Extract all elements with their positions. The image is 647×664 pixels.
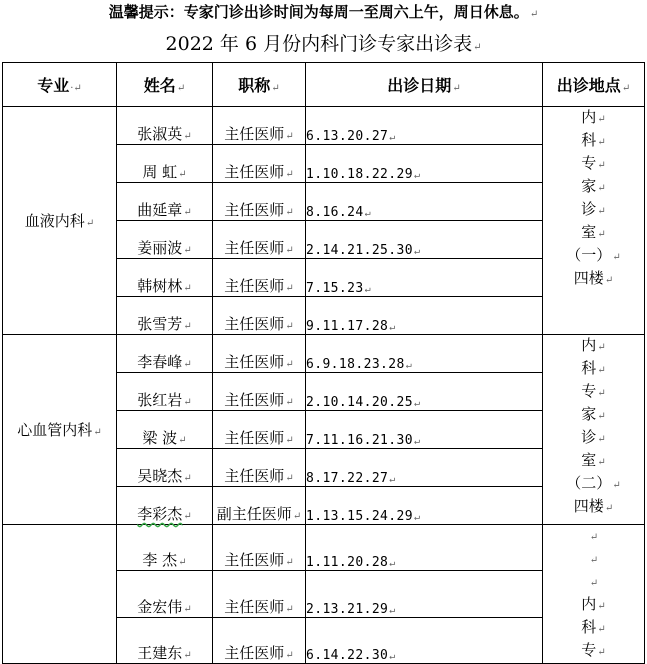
clinic-dates: 2.14.21.25.30↵: [306, 221, 543, 259]
clinic-dates-text: 1.11.20.28: [306, 555, 389, 571]
doctor-name-text: 梁 波: [142, 429, 178, 447]
doctor-name-text: 张淑英: [137, 125, 183, 143]
clinic-dates: 1.13.15.24.29↵: [306, 487, 543, 525]
clinic-dates-text: 1.10.18.22.29: [306, 167, 413, 182]
doctor-rank: 主任医师↵: [213, 335, 306, 373]
doctor-rank: 主任医师↵: [213, 525, 306, 571]
doctor-name-text: 张雪芳: [137, 315, 183, 333]
doctor-name: 李彩杰↵: [117, 487, 213, 525]
table-row: [3, 107, 645, 145]
clinic-dates-text: 2.10.14.20.25: [306, 395, 413, 410]
location-line: 诊↵: [581, 200, 606, 218]
clinic-dates-text: 2.13.21.29: [306, 601, 389, 617]
doctor-name: 李 杰↵: [117, 525, 213, 571]
doctor-rank: 主任医师↵: [213, 107, 306, 145]
doctor-name-text: 曲延章: [137, 201, 183, 219]
clinic-dates: 6.9.18.23.28↵: [306, 335, 543, 373]
doctor-name: 梁 波↵: [117, 411, 213, 449]
doctor-name: 王建东↵: [117, 617, 213, 663]
clinic-dates: 9.11.17.28↵: [306, 297, 543, 335]
header-row: [3, 63, 645, 107]
clinic-dates: 6.14.22.30↵: [306, 617, 543, 663]
location-line: 四楼↵: [573, 269, 614, 287]
clinic-dates: 8.16.24↵: [306, 183, 543, 221]
doctor-rank-text: 主任医师: [224, 551, 285, 570]
clinic-dates-text: 1.13.15.24.29: [306, 509, 413, 524]
doctor-rank: 主任医师↵: [213, 259, 306, 297]
clinic-dates-text: 6.14.22.30: [306, 648, 389, 663]
doctor-name: 张淑英↵: [117, 107, 213, 145]
clinic-dates: 2.10.14.20.25↵: [306, 373, 543, 411]
clinic-dates-text: 2.14.21.25.30: [306, 243, 413, 258]
clinic-dates-text: 7.15.23: [306, 281, 364, 296]
clinic-dates-text: 8.16.24: [306, 205, 364, 220]
location-cell: [543, 107, 645, 335]
doctor-rank: 主任医师↵: [213, 571, 306, 617]
location-line: 科↵: [581, 359, 606, 377]
doctor-rank: 副主任医师↵: [213, 487, 306, 525]
doctor-name: 曲延章↵: [117, 183, 213, 221]
specialty-cell-text: 心血管内科: [17, 421, 93, 439]
doctor-name-text: 张红岩: [137, 391, 183, 409]
table-row: [3, 335, 645, 373]
location-line: 四楼↵: [573, 497, 614, 515]
clinic-dates: 8.17.22.27↵: [306, 449, 543, 487]
doctor-rank-text: 主任医师: [224, 429, 285, 447]
clinic-dates: 1.10.18.22.29↵: [306, 145, 543, 183]
specialty-cell: 心血管内科↵: [3, 335, 117, 525]
clinic-dates-text: 9.11.17.28: [306, 319, 389, 334]
header-name: 姓名↵: [117, 63, 213, 107]
doctor-name-text: 吴晓杰: [137, 467, 183, 485]
clinic-dates: 7.11.16.21.30↵: [306, 411, 543, 449]
doctor-rank: 主任医师↵: [213, 297, 306, 335]
clinic-dates-text: 7.11.16.21.30: [306, 433, 413, 448]
doctor-name-text: 周 虹: [142, 163, 178, 181]
doctor-rank: 主任医师↵: [213, 449, 306, 487]
location-line: 内↵: [581, 108, 606, 126]
doctor-name: 李春峰↵: [117, 335, 213, 373]
location-line: 专↵: [581, 641, 606, 659]
doctor-rank-text: 主任医师: [224, 597, 285, 616]
doctor-name: 张红岩↵: [117, 373, 213, 411]
location-line: 家↵: [581, 177, 606, 195]
doctor-rank-text: 主任医师: [224, 391, 285, 409]
doctor-rank-text: 主任医师: [224, 644, 285, 662]
location-line: ↵: [589, 555, 599, 566]
doctor-name-text: 李 杰: [142, 551, 178, 570]
doctor-rank-text: 主任医师: [224, 125, 285, 143]
doctor-name: 姜丽波↵: [117, 221, 213, 259]
doctor-name-text: 王建东: [137, 644, 183, 662]
clinic-dates: 1.11.20.28↵: [306, 525, 543, 571]
doctor-rank-text: 主任医师: [224, 353, 285, 371]
header-location: 出诊地点↵: [543, 63, 645, 107]
doctor-name: 金宏伟↵: [117, 571, 213, 617]
doctor-rank-text: 主任医师: [224, 163, 285, 181]
specialty-cell-text: 血液内科: [24, 212, 85, 230]
clinic-dates-text: 8.17.22.27: [306, 471, 389, 486]
doctor-rank-text: 主任医师: [224, 315, 285, 333]
notice-text: 温馨提示：专家门诊出诊时间为每周一至周六上午，周日休息。↵: [108, 3, 539, 21]
location-line: 科↵: [581, 618, 606, 636]
location-line: 专↵: [581, 382, 606, 400]
doctor-rank: 主任医师↵: [213, 373, 306, 411]
location-line: 诊↵: [581, 428, 606, 446]
doctor-rank-text: 主任医师: [224, 277, 285, 295]
doctor-name: 张雪芳↵: [117, 297, 213, 335]
doctor-rank-text: 副主任医师: [216, 505, 292, 523]
location-line: 内↵: [581, 595, 606, 613]
clinic-dates-text: 6.13.20.27: [306, 129, 389, 144]
clinic-dates: 7.15.23↵: [306, 259, 543, 297]
location-line: ↵: [589, 578, 599, 589]
doctor-rank: 主任医师↵: [213, 411, 306, 449]
location-line: 专↵: [581, 154, 606, 172]
clinic-dates: 6.13.20.27↵: [306, 107, 543, 145]
doctor-name: 吴晓杰↵: [117, 449, 213, 487]
doctor-rank: 主任医师↵: [213, 221, 306, 259]
location-line: （二）↵: [566, 474, 621, 492]
location-line: 家↵: [581, 405, 606, 423]
location-line: 室↵: [581, 223, 606, 241]
doctor-name: 周 虹↵: [117, 145, 213, 183]
location-cell: [543, 335, 645, 525]
doctor-rank-text: 主任医师: [224, 467, 285, 485]
doctor-name-text: 姜丽波: [137, 239, 183, 257]
location-line: 科↵: [581, 131, 606, 149]
table-row: [3, 525, 645, 571]
doctor-rank-text: 主任医师: [224, 201, 285, 219]
doctor-name-text: 李春峰: [137, 353, 183, 371]
location-line: ↵: [589, 532, 599, 543]
schedule-table: [2, 62, 645, 664]
header-dates: 出诊日期↵: [306, 63, 543, 107]
page-title: 2022 年 6 月份内科门诊专家出诊表↵: [165, 33, 482, 55]
header-rank: 职称↵: [213, 63, 306, 107]
doctor-name: 韩树林↵: [117, 259, 213, 297]
specialty-cell: 血液内科↵: [3, 107, 117, 335]
doctor-rank: 主任医师↵: [213, 145, 306, 183]
doctor-rank: 主任医师↵: [213, 617, 306, 663]
doctor-name-text: 韩树林: [137, 277, 183, 295]
doctor-name-text: 金宏伟: [137, 597, 183, 616]
doctor-rank-text: 主任医师: [224, 239, 285, 257]
clinic-dates: 2.13.21.29↵: [306, 571, 543, 617]
location-line: （一）↵: [566, 246, 621, 264]
clinic-dates-text: 6.9.18.23.28: [306, 357, 405, 372]
location-line: 内↵: [581, 336, 606, 354]
doctor-rank: 主任医师↵: [213, 183, 306, 221]
header-specialty: 专业·↵: [3, 63, 117, 107]
location-line: 室↵: [581, 451, 606, 469]
doctor-name-text: 李彩杰: [137, 505, 183, 523]
